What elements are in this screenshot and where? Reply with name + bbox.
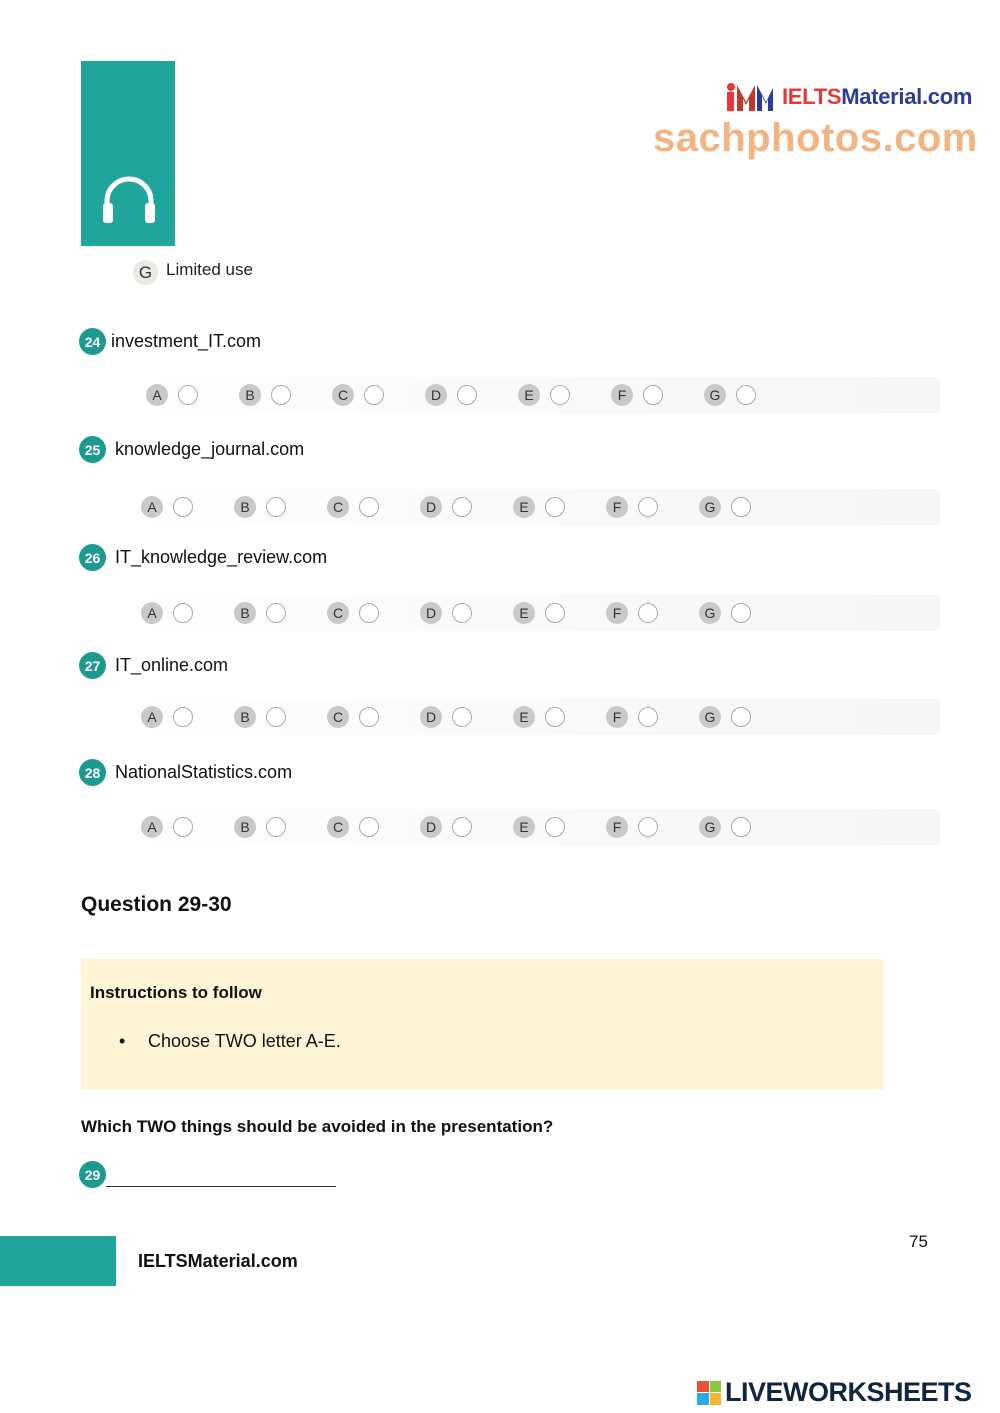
- question-number-badge: 25: [79, 436, 106, 463]
- option-letter-badge: B: [234, 496, 256, 518]
- footer-brand: IELTSMaterial.com: [138, 1251, 298, 1271]
- radio-button[interactable]: [173, 603, 193, 623]
- radio-button[interactable]: [266, 707, 286, 727]
- question-number-badge: 24: [79, 328, 106, 355]
- option-letter-badge: F: [606, 816, 628, 838]
- answer-option[interactable]: [141, 706, 193, 728]
- question-number-badge: 27: [79, 652, 106, 679]
- ieltsmaterial-logo: [726, 82, 972, 112]
- radio-button[interactable]: [545, 497, 565, 517]
- radio-button[interactable]: [178, 385, 198, 405]
- option-letter-badge: B: [234, 602, 256, 624]
- listening-section-marker: [81, 61, 175, 246]
- question-label: knowledge_journal.com: [115, 439, 305, 459]
- radio-button[interactable]: [173, 497, 193, 517]
- option-letter-badge: D: [425, 384, 447, 406]
- answer-option[interactable]: [327, 816, 379, 838]
- radio-button[interactable]: [731, 497, 751, 517]
- option-letter-badge: F: [611, 384, 633, 406]
- option-letter-badge: E: [513, 496, 535, 518]
- option-letter-badge: D: [420, 706, 442, 728]
- option-letter-badge: G: [133, 260, 158, 285]
- radio-button[interactable]: [550, 385, 570, 405]
- liveworksheets-logo-icon: [697, 1381, 721, 1405]
- answer-option[interactable]: [425, 384, 477, 406]
- answer-option[interactable]: [704, 384, 756, 406]
- watermark: sachphotos.com: [653, 116, 978, 160]
- option-letter-badge: A: [141, 816, 163, 838]
- radio-button[interactable]: [452, 603, 472, 623]
- radio-button[interactable]: [452, 707, 472, 727]
- answer-option[interactable]: [239, 384, 291, 406]
- option-letter-badge: A: [141, 602, 163, 624]
- option-letter-badge: A: [141, 496, 163, 518]
- radio-button[interactable]: [731, 603, 751, 623]
- option-letter-badge: E: [513, 706, 535, 728]
- radio-button[interactable]: [452, 497, 472, 517]
- option-letter-badge: D: [420, 496, 442, 518]
- page-number: 75: [909, 1232, 928, 1251]
- section-title: Question 29-30: [81, 893, 232, 916]
- answer-option[interactable]: [234, 706, 286, 728]
- answer-option[interactable]: [141, 816, 193, 838]
- answer-option[interactable]: [606, 816, 658, 838]
- instruction-item: Choose TWO letter A-E.: [148, 1031, 341, 1051]
- bullet: •: [119, 1031, 126, 1051]
- radio-button[interactable]: [271, 385, 291, 405]
- radio-button[interactable]: [638, 603, 658, 623]
- answer-option[interactable]: [141, 496, 193, 518]
- radio-button[interactable]: [638, 817, 658, 837]
- headphones-icon: [101, 173, 157, 225]
- option-letter-badge: F: [606, 496, 628, 518]
- answer-option[interactable]: [513, 496, 565, 518]
- radio-button[interactable]: [638, 707, 658, 727]
- option-letter-badge: C: [327, 816, 349, 838]
- answer-29-input[interactable]: [106, 1163, 340, 1187]
- radio-button[interactable]: [173, 817, 193, 837]
- option-letter-badge: E: [518, 384, 540, 406]
- ieltsmaterial-logo-mark-icon: [726, 82, 774, 112]
- answer-option[interactable]: [513, 706, 565, 728]
- option-letter-badge: F: [606, 602, 628, 624]
- radio-button[interactable]: [545, 707, 565, 727]
- radio-button[interactable]: [359, 817, 379, 837]
- radio-button[interactable]: [359, 603, 379, 623]
- radio-button[interactable]: [643, 385, 663, 405]
- radio-button[interactable]: [545, 817, 565, 837]
- brand-text-material: Material.com: [841, 84, 973, 109]
- question-label: IT_online.com: [115, 655, 229, 675]
- option-letter-badge: D: [420, 816, 442, 838]
- option-letter-badge: C: [332, 384, 354, 406]
- answer-option[interactable]: [420, 706, 472, 728]
- answer-option[interactable]: [420, 816, 472, 838]
- option-letter-badge: B: [234, 816, 256, 838]
- question-label: investment_IT.com: [111, 331, 262, 351]
- question-number-badge: 29: [79, 1161, 106, 1188]
- option-letter-badge: G: [699, 496, 721, 518]
- answer-options-row: [141, 809, 940, 845]
- answer-option[interactable]: [234, 496, 286, 518]
- question-number-badge: 28: [79, 759, 106, 786]
- question-number-badge: 26: [79, 544, 106, 571]
- instructions-title: Instructions to follow: [90, 983, 262, 1002]
- question-label: IT_knowledge_review.com: [115, 547, 328, 567]
- answer-options-row: [146, 377, 940, 413]
- liveworksheets-text: LIVEWORKSHEETS: [725, 1377, 972, 1407]
- answer-option[interactable]: [606, 706, 658, 728]
- option-letter-badge: G: [699, 816, 721, 838]
- answer-option[interactable]: [234, 602, 286, 624]
- radio-button[interactable]: [736, 385, 756, 405]
- answer-option[interactable]: [327, 706, 379, 728]
- answer-options-row: [141, 489, 940, 525]
- radio-button[interactable]: [545, 603, 565, 623]
- answer-option[interactable]: [141, 602, 193, 624]
- option-letter-badge: B: [234, 706, 256, 728]
- answer-option[interactable]: [699, 706, 751, 728]
- instructions-box: [81, 959, 883, 1090]
- option-letter-badge: E: [513, 602, 535, 624]
- question-prompt: Which TWO things should be avoided in the presentation?: [81, 1117, 554, 1136]
- option-letter-badge: E: [513, 816, 535, 838]
- option-letter-badge: C: [327, 706, 349, 728]
- option-letter-badge: G: [704, 384, 726, 406]
- option-text: Limited use: [166, 260, 253, 279]
- radio-button[interactable]: [359, 497, 379, 517]
- radio-button[interactable]: [266, 817, 286, 837]
- footer-bar: [0, 1236, 116, 1286]
- radio-button[interactable]: [173, 707, 193, 727]
- radio-button[interactable]: [731, 817, 751, 837]
- option-letter-badge: D: [420, 602, 442, 624]
- option-letter-badge: A: [146, 384, 168, 406]
- option-letter-badge: C: [327, 496, 349, 518]
- answer-option[interactable]: [699, 816, 751, 838]
- radio-button[interactable]: [266, 603, 286, 623]
- radio-button[interactable]: [638, 497, 658, 517]
- option-letter-badge: A: [141, 706, 163, 728]
- radio-button[interactable]: [266, 497, 286, 517]
- answer-option[interactable]: [518, 384, 570, 406]
- answer-option[interactable]: [699, 602, 751, 624]
- radio-button[interactable]: [452, 817, 472, 837]
- option-letter-badge: F: [606, 706, 628, 728]
- radio-button[interactable]: [457, 385, 477, 405]
- option-letter-badge: G: [699, 602, 721, 624]
- answer-option[interactable]: [420, 602, 472, 624]
- option-letter-badge: C: [327, 602, 349, 624]
- answer-options-row: [141, 595, 940, 631]
- answer-option[interactable]: [513, 602, 565, 624]
- answer-option[interactable]: [234, 816, 286, 838]
- option-letter-badge: B: [239, 384, 261, 406]
- option-letter-badge: G: [699, 706, 721, 728]
- answer-option[interactable]: [513, 816, 565, 838]
- answer-option[interactable]: [699, 496, 751, 518]
- answer-option[interactable]: [327, 602, 379, 624]
- answer-option[interactable]: [146, 384, 198, 406]
- brand-text-ielts: IELTS: [782, 84, 842, 109]
- radio-button[interactable]: [731, 707, 751, 727]
- radio-button[interactable]: [364, 385, 384, 405]
- radio-button[interactable]: [359, 707, 379, 727]
- question-label: NationalStatistics.com: [115, 762, 293, 782]
- answer-options-row: [141, 699, 940, 735]
- answer-option[interactable]: [606, 602, 658, 624]
- liveworksheets-logo[interactable]: [697, 1377, 972, 1408]
- answer-option[interactable]: [420, 496, 472, 518]
- answer-option[interactable]: [606, 496, 658, 518]
- answer-option[interactable]: [327, 496, 379, 518]
- answer-option[interactable]: [611, 384, 663, 406]
- answer-option[interactable]: [332, 384, 384, 406]
